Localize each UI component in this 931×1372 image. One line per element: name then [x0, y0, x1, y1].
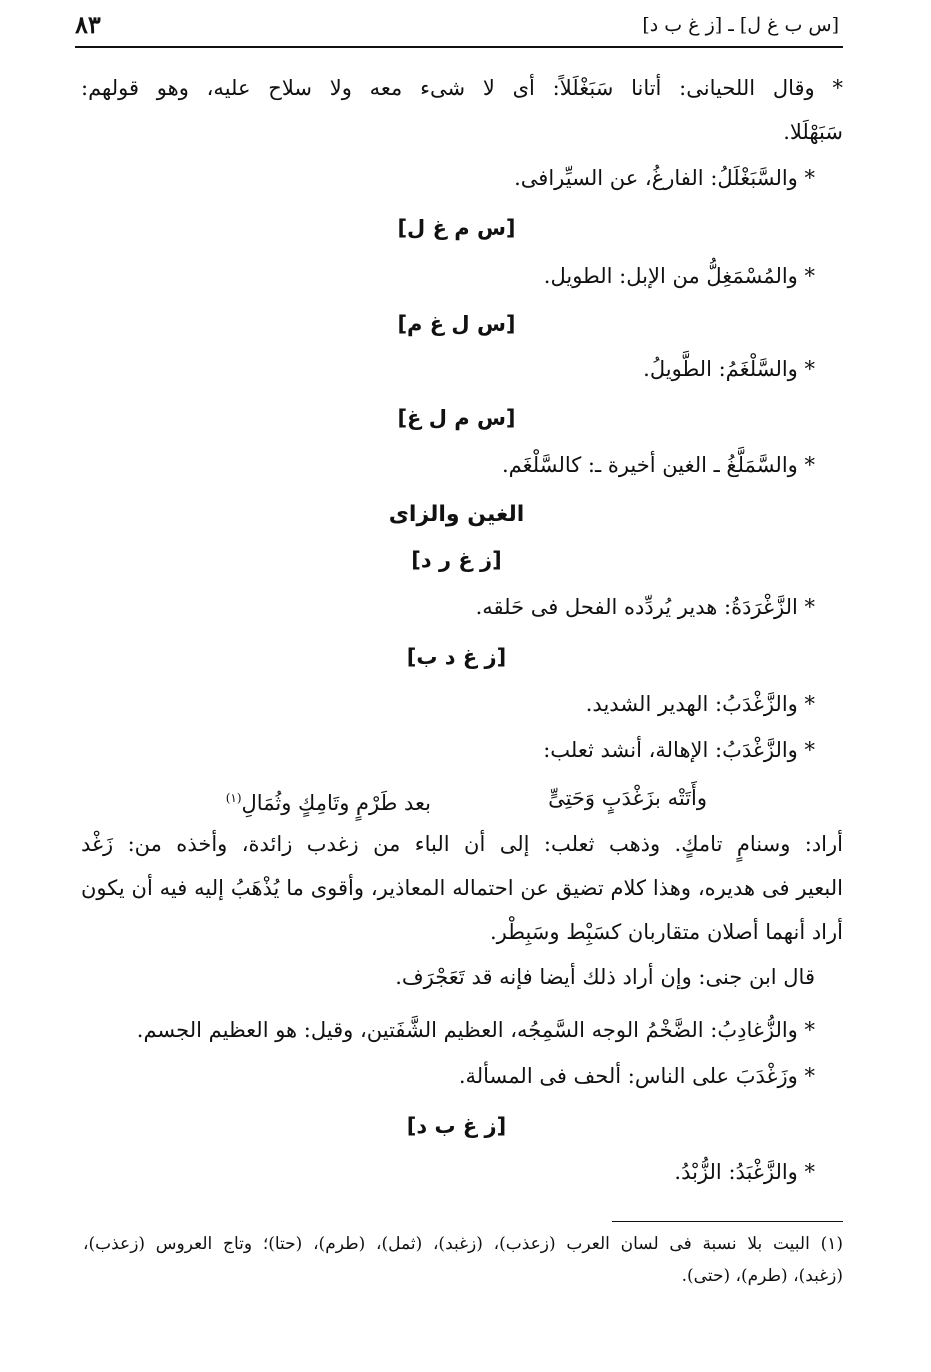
entry-line: * والمُسْمَغِلُّ من الإبل: الطويل. [543, 264, 815, 288]
root-heading: [ز غ ر د] [411, 548, 502, 572]
entry-line: سَبَهْلَلا. [783, 120, 843, 144]
footnote-marker: (١) [225, 791, 242, 805]
entry-line: * وقال اللحيانى: أتانا سَبَغْلَلاً: أى لا شىء معه ولا سلاح عليه، وهو قولهم: [81, 76, 843, 100]
root-heading: [ز غ د ب] [406, 645, 507, 669]
footnote [83, 1228, 843, 1292]
root-heading: [س ل غ م] [397, 312, 516, 336]
verse-second-hemistich: بعد طَرْمٍ وتَامِكٍ وثُمَالِ$^{(١)}$ [225, 791, 431, 815]
entry-line: * والسَّبَغْلَلُ: الفارغُ، عن السيِّرافى. [514, 166, 815, 190]
root-heading: [س م ل غ] [397, 406, 516, 430]
entry-line: أراد: وسنامٍ تامكٍ. وذهب ثعلب: إلى أن الباء من زغدب زائدة، وأخذه من: زَغْد [81, 832, 843, 856]
entry-line: البعير فى هديره، وهذا كلام تضيق عن احتماله المعاذير، وأقوى ما يُذْهَبُ إليه فيه أن يكون [81, 876, 843, 900]
section-heading: الغين والزاى [388, 502, 525, 527]
entry-line: * والسَّمَلَّغُ ـ الغين أخيرة ـ: كالسَّلْغَم. [501, 453, 815, 477]
header-rule [75, 46, 843, 48]
root-heading: [ز غ ب د] [406, 1114, 507, 1138]
entry-line: * والزَّغْدَبُ: الإهالة، أنشد ثعلب: [543, 738, 815, 762]
entry-line: أراد أنهما أصلان متقاربان كسَبِْط وسَبِطْر. [489, 920, 843, 944]
entry-line: * والزَّغْبَدُ: الزُّبْدُ. [674, 1160, 815, 1184]
entry-line: * والسَّلْغَمُ: الطَّويلُ. [643, 357, 815, 381]
footnote-rule [612, 1221, 843, 1222]
entry-line: قال ابن جنى: وإن أراد ذلك أيضا فإنه قد تَعَجْرَف. [395, 965, 815, 989]
footnote-line: (زغبد)، (طرم)، (حتى). [681, 1266, 843, 1286]
verse-first-hemistich: وأَتَتْه بزَغْدَبٍ وَحَتِىٍّ [548, 786, 707, 810]
entry-line: * والزُّغادِبُ: الضَّخْمُ الوجه السَّمِجُه، العظيم الشَّفَتين، وقيل: هو العظيم الجسم. [136, 1018, 815, 1042]
entry-line: * والزَّغْدَبُ: الهدير الشديد. [585, 692, 815, 716]
footnote-line: (١) البيت بلا نسبة فى لسان العرب (زعذب)، (زغبد)، (ثمل)، (طرم)، (حتا)؛ وتاج العروس (زعذب)، [83, 1234, 843, 1254]
root-heading: [س م غ ل] [397, 216, 516, 240]
entry-line: * وزَغْدَبَ على الناس: ألحف فى المسألة. [458, 1064, 815, 1088]
page-number: ٨٣ [75, 10, 101, 39]
entry-line: * الزَّغْرَدَةُ: هدير يُردِّده الفحل فى حَلقه. [475, 595, 815, 619]
running-head: [س ب غ ل] ـ [ز غ ب د] [642, 14, 839, 36]
